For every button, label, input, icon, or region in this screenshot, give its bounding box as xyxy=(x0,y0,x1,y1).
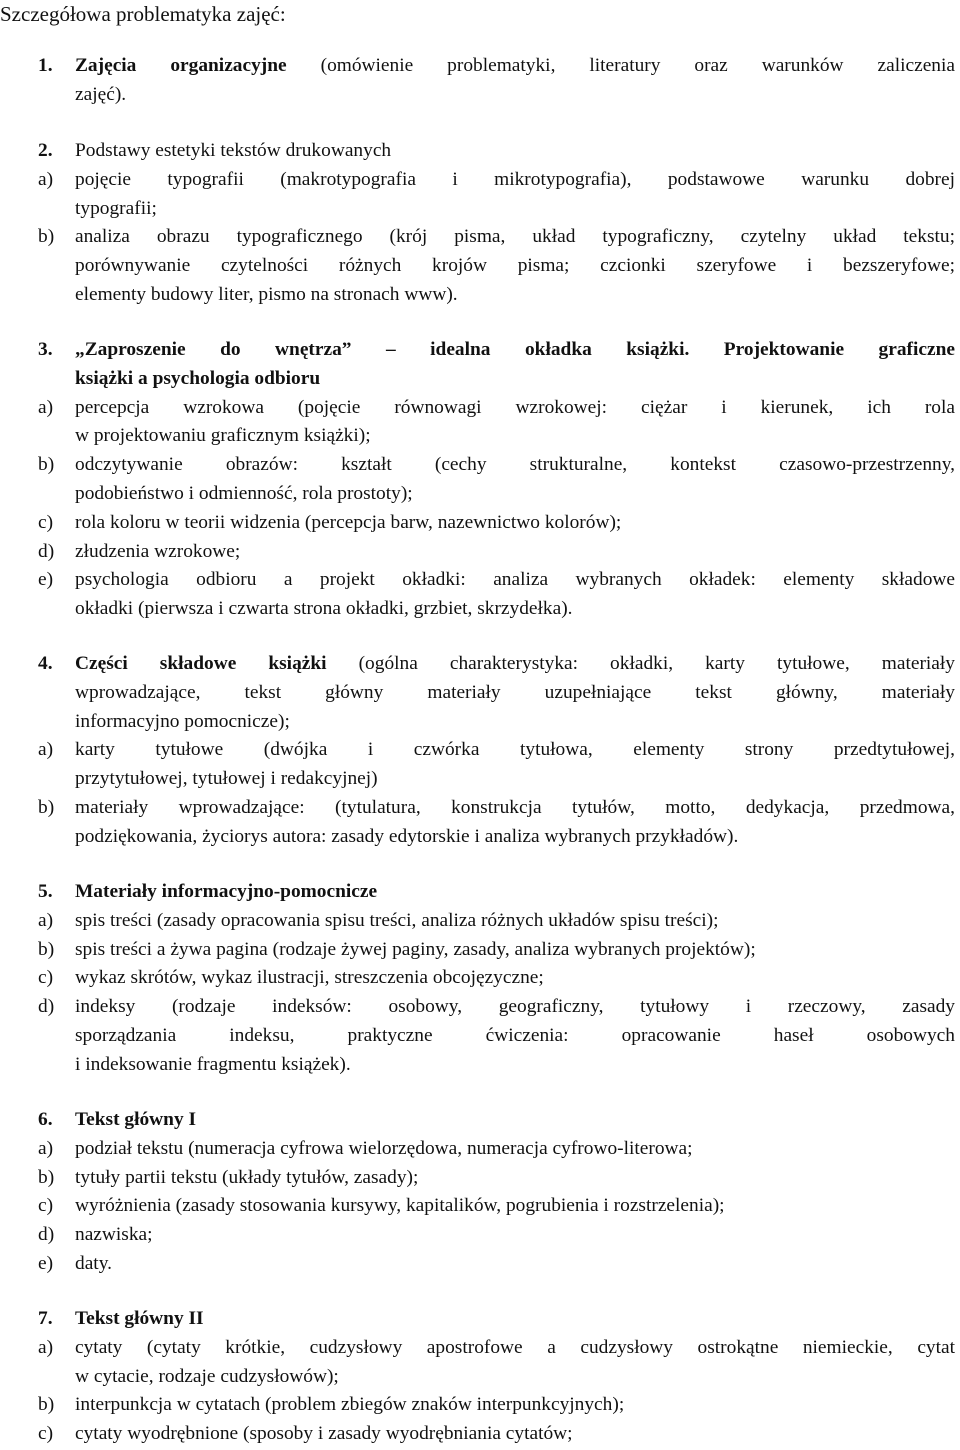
text-run: percepcja wzrokowa (pojęcie równowagi wzrokowej: ciężar i kierunek, ich rola xyxy=(75,396,955,418)
line-text xyxy=(75,422,955,451)
text-run: i indeksowanie fragmentu książek). xyxy=(75,1053,351,1075)
list-marker: a) xyxy=(38,739,54,761)
line-text xyxy=(75,1022,955,1051)
section-line xyxy=(0,823,960,852)
line-text xyxy=(75,1363,955,1392)
section-line xyxy=(0,708,960,737)
section-line xyxy=(0,336,960,365)
section-line xyxy=(0,422,960,451)
list-marker: b) xyxy=(38,1166,55,1188)
list-marker: a) xyxy=(38,396,54,418)
line-text xyxy=(75,1420,955,1449)
list-marker: 5. xyxy=(38,881,53,902)
section-line xyxy=(0,1221,960,1250)
section-line xyxy=(0,1135,960,1164)
text-run: sporządzania indeksu, praktyczne ćwiczenia: opracowanie haseł osobowych xyxy=(75,1024,955,1046)
section-line xyxy=(0,566,960,595)
list-marker: a) xyxy=(38,909,54,931)
text-run: (ogólna charakterystyka: okładki, karty tytułowe, materiały xyxy=(326,653,955,674)
list-marker: c) xyxy=(38,967,54,989)
text-run: Podstawy estetyki tekstów drukowanych xyxy=(75,140,392,161)
section-line xyxy=(0,907,960,936)
line-text xyxy=(75,878,955,907)
list-marker: a) xyxy=(38,1336,54,1358)
text-run: okładki (pierwsza i czwarta strona okładki, grzbiet, skrzydełka). xyxy=(75,598,573,620)
list-marker: b) xyxy=(38,938,55,960)
text-run: (omówienie problematyki, literatury oraz warunków zaliczenia xyxy=(286,55,955,76)
list-marker: c) xyxy=(38,1195,54,1217)
section-line xyxy=(0,223,960,252)
text-run: analiza obrazu typograficznego (krój pisma, układ typograficzny, czytelny układ tekstu; xyxy=(75,226,955,248)
text-run: zajęć). xyxy=(75,83,127,105)
line-text xyxy=(75,52,955,81)
section-2 xyxy=(0,137,960,310)
section-line xyxy=(0,81,960,110)
bold-text-run: Tekst główny II xyxy=(75,1308,204,1329)
line-text xyxy=(75,538,955,567)
text-run: podział tekstu (numeracja cyfrowa wielorzędowa, numeracja cyfrowo-literowa; xyxy=(75,1137,693,1159)
line-text xyxy=(75,794,955,823)
text-run: psychologia odbioru a projekt okładki: analiza wybranych okładek: elementy składowe xyxy=(75,569,955,591)
document-title: Szczegółowa problematyka zajęć: xyxy=(0,2,286,26)
line-text xyxy=(75,993,955,1022)
bold-text-run: książki a psychologia odbioru xyxy=(75,367,321,389)
text-run: pojęcie typografii (makrotypografia i mikrotypografia), podstawowe warunku dobrej xyxy=(75,168,955,190)
section-line xyxy=(0,365,960,394)
text-run: podobieństwo i odmienność, rola prostoty); xyxy=(75,482,413,504)
text-run: nazwiska; xyxy=(75,1224,153,1246)
line-text xyxy=(75,365,955,394)
section-line xyxy=(0,1363,960,1392)
section-line xyxy=(0,878,960,907)
text-run: w cytacie, rodzaje cudzysłowów); xyxy=(75,1365,339,1387)
section-1 xyxy=(0,52,960,110)
line-text xyxy=(75,907,955,936)
line-text xyxy=(75,1164,955,1193)
line-text xyxy=(75,1221,955,1250)
section-line xyxy=(0,1051,960,1080)
line-text xyxy=(75,223,955,252)
section-line xyxy=(0,394,960,423)
line-text xyxy=(75,1250,955,1279)
text-run: cytaty wyodrębnione (sposoby i zasady wyodrębniania cytatów; xyxy=(75,1423,573,1445)
section-line xyxy=(0,538,960,567)
section-line xyxy=(0,1022,960,1051)
line-text xyxy=(75,1106,955,1135)
line-text xyxy=(75,394,955,423)
line-text xyxy=(75,1051,955,1080)
text-run: interpunkcja w cytatach (problem zbiegów znaków interpunkcyjnych); xyxy=(75,1394,625,1416)
line-text xyxy=(75,679,955,708)
text-run: karty tytułowe (dwójka i czwórka tytułowa, elementy strony przedtytułowej, xyxy=(75,739,955,761)
text-run: spis treści (zasady opracowania spisu treści, analiza różnych układów spisu treści); xyxy=(75,909,719,931)
section-5 xyxy=(0,878,960,1080)
line-text xyxy=(75,281,955,310)
bold-text-run: Tekst główny I xyxy=(75,1109,197,1130)
line-text xyxy=(75,936,955,965)
line-text xyxy=(75,1135,955,1164)
text-run: typografii; xyxy=(75,197,157,219)
text-run: cytaty (cytaty krótkie, cudzysłowy apostrofowe a cudzysłowy ostrokątne niemieckie, cytat xyxy=(75,1336,955,1358)
section-line xyxy=(0,509,960,538)
section-line xyxy=(0,1192,960,1221)
list-marker: 2. xyxy=(38,140,53,161)
text-run: indeksy (rodzaje indeksów: osobowy, geograficzny, tytułowy i rzeczowy, zasady xyxy=(75,996,955,1018)
line-text xyxy=(75,336,955,365)
section-3 xyxy=(0,336,960,624)
section-line xyxy=(0,650,960,679)
section-line xyxy=(0,281,960,310)
text-run: elementy budowy liter, pismo na stronach www). xyxy=(75,283,458,305)
section-line xyxy=(0,451,960,480)
section-line xyxy=(0,993,960,1022)
section-line xyxy=(0,936,960,965)
list-marker: d) xyxy=(38,1224,55,1246)
list-marker: a) xyxy=(38,168,54,190)
list-marker: b) xyxy=(38,226,55,248)
list-marker: e) xyxy=(38,1252,54,1274)
list-marker: 3. xyxy=(38,339,53,360)
line-text xyxy=(75,166,955,195)
text-run: informacyjno pomocnicze); xyxy=(75,710,290,732)
section-4 xyxy=(0,650,960,852)
section-line xyxy=(0,1391,960,1420)
section-line xyxy=(0,679,960,708)
section-line xyxy=(0,1250,960,1279)
text-run: wykaz skrótów, wykaz ilustracji, streszczenia obcojęzyczne; xyxy=(75,967,544,989)
text-run: w projektowaniu graficznym książki); xyxy=(75,425,371,447)
text-run: złudzenia wzrokowe; xyxy=(75,540,241,562)
section-line xyxy=(0,1164,960,1193)
text-run: daty. xyxy=(75,1252,112,1274)
line-text xyxy=(75,137,955,166)
line-text xyxy=(75,765,955,794)
line-text xyxy=(75,451,955,480)
section-line xyxy=(0,252,960,281)
section-line xyxy=(0,137,960,166)
section-line xyxy=(0,52,960,81)
bold-text-run: Części składowe książki xyxy=(75,653,327,674)
text-run: rola koloru w teorii widzenia (percepcja barw, nazewnictwo kolorów); xyxy=(75,511,622,533)
text-run: odczytywanie obrazów: kształt (cechy strukturalne, kontekst czasowo-przestrzenny, xyxy=(75,454,955,476)
list-marker: c) xyxy=(38,1423,54,1445)
section-line xyxy=(0,1420,960,1449)
line-text xyxy=(75,823,955,852)
line-text xyxy=(75,1305,955,1334)
line-text xyxy=(75,1334,955,1363)
line-text xyxy=(75,650,955,679)
section-line xyxy=(0,794,960,823)
section-line xyxy=(0,1334,960,1363)
line-text xyxy=(75,1192,955,1221)
section-line xyxy=(0,736,960,765)
text-run: wprowadzające, tekst główny materiały uzupełniające tekst główny, materiały xyxy=(75,681,955,703)
line-text xyxy=(75,252,955,281)
section-line xyxy=(0,480,960,509)
list-marker: a) xyxy=(38,1137,54,1159)
line-text xyxy=(75,195,955,224)
list-marker: b) xyxy=(38,1394,55,1416)
text-run: podziękowania, życiorys autora: zasady edytorskie i analiza wybranych przykładów). xyxy=(75,825,739,847)
section-line xyxy=(0,1106,960,1135)
section-7 xyxy=(0,1305,960,1449)
list-marker: b) xyxy=(38,454,55,476)
list-marker: 1. xyxy=(38,55,53,76)
section-line xyxy=(0,1305,960,1334)
list-marker: 6. xyxy=(38,1109,53,1130)
text-run: tytuły partii tekstu (układy tytułów, zasady); xyxy=(75,1166,419,1188)
section-6 xyxy=(0,1106,960,1279)
text-run: wyróżnienia (zasady stosowania kursywy, kapitalików, pogrubienia i rozstrzelenia); xyxy=(75,1195,725,1217)
line-text xyxy=(75,480,955,509)
line-text xyxy=(75,566,955,595)
bold-text-run: Materiały informacyjno-pomocnicze xyxy=(75,881,378,902)
line-text xyxy=(75,81,955,110)
text-run: spis treści a żywa pagina (rodzaje żywej paginy, zasady, analiza wybranych projektów); xyxy=(75,938,756,960)
list-marker: b) xyxy=(38,796,55,818)
bold-text-run: Zajęcia organizacyjne xyxy=(75,55,287,76)
line-text xyxy=(75,509,955,538)
line-text xyxy=(75,1391,955,1420)
list-marker: d) xyxy=(38,996,55,1018)
line-text xyxy=(75,595,955,624)
text-run: porównywanie czytelności różnych krojów pisma; czcionki szeryfowe i bezszeryfowe; xyxy=(75,255,955,277)
list-marker: 4. xyxy=(38,653,53,674)
list-marker: d) xyxy=(38,540,55,562)
list-marker: e) xyxy=(38,569,54,591)
text-run: materiały wprowadzające: (tytulatura, konstrukcja tytułów, motto, dedykacja, przedmowa, xyxy=(75,796,955,818)
list-marker: 7. xyxy=(38,1308,53,1329)
section-line xyxy=(0,765,960,794)
section-line xyxy=(0,964,960,993)
list-marker: c) xyxy=(38,511,54,533)
line-text xyxy=(75,964,955,993)
line-text xyxy=(75,708,955,737)
section-line xyxy=(0,166,960,195)
section-line xyxy=(0,595,960,624)
text-run: przytytułowej, tytułowej i redakcyjnej) xyxy=(75,768,378,790)
bold-text-run: „Zaproszenie do wnętrza” – idealna okładka książki. Projektowanie graficzne xyxy=(75,339,955,360)
section-line xyxy=(0,195,960,224)
line-text xyxy=(75,736,955,765)
